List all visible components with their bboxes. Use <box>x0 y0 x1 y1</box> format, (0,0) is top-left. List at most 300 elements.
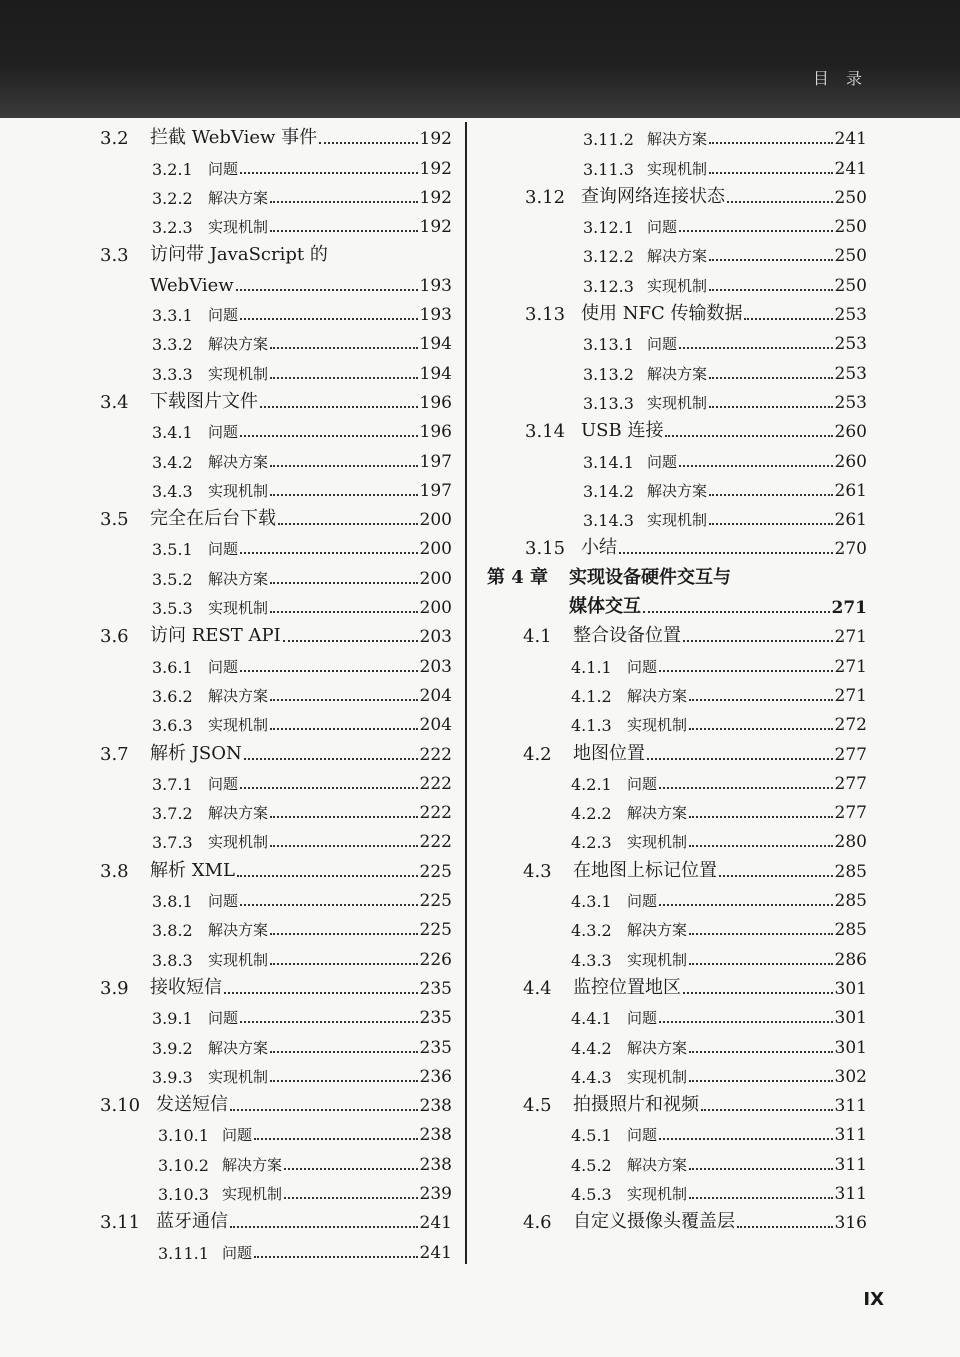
toc-entry <box>100 208 452 237</box>
entry-title: 整合设备位置 <box>573 625 681 647</box>
dot-leader <box>689 816 833 818</box>
entry-number: 3.14.2 <box>583 481 634 501</box>
entry-number: 3.10.1 <box>158 1126 209 1146</box>
entry-title: 实现机制 <box>222 1184 283 1203</box>
dot-leader <box>270 201 418 203</box>
toc-entry <box>487 354 867 383</box>
toc-entry <box>100 266 452 295</box>
entry-title: 实现机制 <box>208 716 269 735</box>
entry-page-number: 241 <box>834 129 867 150</box>
entry-page-number: 301 <box>834 1037 867 1058</box>
toc-entry <box>100 765 452 794</box>
toc-entry <box>487 501 867 530</box>
entry-title: 解决方案 <box>222 1155 283 1174</box>
entry-number: 3.10 <box>100 1095 141 1117</box>
entry-page-number: 225 <box>419 920 452 941</box>
entry-page-number: 192 <box>419 158 452 179</box>
entry-page-number: 235 <box>419 1037 452 1058</box>
entry-title: 问题 <box>627 892 658 911</box>
toc-entry <box>100 442 452 471</box>
dot-leader <box>659 670 833 672</box>
toc-left-column <box>100 120 452 1263</box>
entry-number: 3.10.3 <box>158 1184 209 1204</box>
toc-entry <box>100 647 452 676</box>
dot-leader <box>254 1256 418 1258</box>
entry-number: 3.4.1 <box>152 423 193 443</box>
dot-leader <box>701 1109 833 1111</box>
entry-title: 实现机制 <box>208 950 269 969</box>
entry-title: 问题 <box>627 657 658 676</box>
entry-number: 3.12.2 <box>583 247 634 267</box>
entry-page-number: 253 <box>834 334 867 355</box>
toc-entry <box>100 472 452 501</box>
toc-entry <box>100 501 452 530</box>
entry-title: 问题 <box>627 1126 658 1145</box>
entry-title: WebView <box>150 274 234 296</box>
entry-title: 实现机制 <box>627 1184 688 1203</box>
entry-number: 4.4 <box>523 977 552 999</box>
dot-leader <box>237 875 418 877</box>
dot-leader <box>240 1021 418 1023</box>
entry-page-number: 194 <box>419 334 452 355</box>
entry-page-number: 250 <box>834 217 867 238</box>
entry-number: 4.2.2 <box>571 804 612 824</box>
dot-leader <box>744 318 832 320</box>
entry-page-number: 302 <box>834 1066 867 1087</box>
entry-number: 3.11.1 <box>158 1243 209 1263</box>
entry-number: 3.14.1 <box>583 452 634 472</box>
entry-page-number: 222 <box>419 803 452 824</box>
toc-entry <box>487 1204 867 1233</box>
entry-title: 发送短信 <box>156 1094 228 1116</box>
entry-number: 4.3.3 <box>571 950 612 970</box>
toc-entry <box>100 1233 452 1262</box>
entry-page-number: 250 <box>834 246 867 267</box>
toc-entry <box>100 940 452 969</box>
entry-title: 解决方案 <box>208 569 269 588</box>
dot-leader <box>240 552 418 554</box>
entry-number: 3.8.2 <box>152 921 193 941</box>
toc-entry <box>100 852 452 881</box>
entry-title: 问题 <box>627 774 658 793</box>
toc-entry <box>487 559 867 588</box>
entry-number: 3.8.3 <box>152 950 193 970</box>
toc-entry <box>487 472 867 501</box>
dot-leader <box>709 377 833 379</box>
dot-leader <box>319 142 417 144</box>
entry-page-number: 286 <box>834 949 867 970</box>
toc-entry <box>100 618 452 647</box>
toc-entry <box>487 237 867 266</box>
page-number: IX <box>863 1289 884 1310</box>
dot-leader <box>284 1197 418 1199</box>
entry-page-number: 272 <box>834 715 867 736</box>
entry-title: 访问 REST API <box>150 625 281 647</box>
toc-entry <box>100 1058 452 1087</box>
entry-title: 实现机制 <box>208 599 269 618</box>
entry-number: 3.12 <box>525 186 566 208</box>
entry-title: 媒体交互 <box>569 596 641 618</box>
toc-entry <box>487 794 867 823</box>
toc-entry <box>487 1028 867 1057</box>
toc-entry <box>100 1145 452 1174</box>
toc-entry <box>487 589 867 618</box>
entry-title: 解决方案 <box>208 335 269 354</box>
entry-page-number: 197 <box>419 480 452 501</box>
entry-title: 实现机制 <box>647 159 708 178</box>
toc-entry <box>487 706 867 735</box>
entry-number: 4.2 <box>523 743 552 765</box>
entry-number: 3.3.2 <box>152 335 193 355</box>
entry-title: 问题 <box>208 306 239 325</box>
entry-title: 问题 <box>208 423 239 442</box>
entry-title: 小结 <box>581 537 617 559</box>
toc-entry <box>487 1145 867 1174</box>
entry-title: 完全在后台下载 <box>150 508 276 530</box>
dot-leader <box>679 230 833 232</box>
entry-page-number: 277 <box>834 803 867 824</box>
entry-number: 3.13.3 <box>583 393 634 413</box>
dot-leader <box>709 142 833 144</box>
entry-page-number: 238 <box>419 1096 452 1117</box>
toc-entry <box>487 647 867 676</box>
entry-number: 3.2 <box>100 128 129 150</box>
entry-page-number: 203 <box>419 627 452 648</box>
entry-number: 3.9.1 <box>152 1009 193 1029</box>
dot-leader <box>270 494 418 496</box>
dot-leader <box>240 904 418 906</box>
entry-title: 问题 <box>647 335 678 354</box>
toc-entry <box>100 237 452 266</box>
entry-page-number: 193 <box>419 275 452 296</box>
entry-number: 3.8.1 <box>152 892 193 912</box>
toc-entry <box>100 589 452 618</box>
entry-page-number: 250 <box>834 187 867 208</box>
entry-page-number: 253 <box>834 363 867 384</box>
dot-leader <box>270 611 418 613</box>
entry-number: 4.5.2 <box>571 1155 612 1175</box>
dot-leader <box>709 259 833 261</box>
dot-leader <box>679 465 833 467</box>
entry-title: 查询网络连接状态 <box>581 185 725 207</box>
toc-entry <box>100 1028 452 1057</box>
entry-number: 3.5 <box>100 509 129 531</box>
entry-title: 解决方案 <box>647 481 708 500</box>
entry-number: 3.13 <box>525 304 566 326</box>
entry-title: 拍摄照片和视频 <box>573 1094 699 1116</box>
entry-page-number: 200 <box>419 539 452 560</box>
dot-leader <box>647 758 833 760</box>
entry-number: 3.12.3 <box>583 276 634 296</box>
dot-leader <box>270 963 418 965</box>
entry-title: 问题 <box>208 159 239 178</box>
entry-title: 下载图片文件 <box>150 390 258 412</box>
dot-leader <box>659 1021 833 1023</box>
entry-title: 问题 <box>222 1126 253 1145</box>
entry-page-number: 270 <box>834 539 867 560</box>
dot-leader <box>224 992 418 994</box>
entry-page-number: 204 <box>419 715 452 736</box>
entry-number: 3.14 <box>525 421 566 443</box>
entry-page-number: 311 <box>834 1125 867 1146</box>
entry-page-number: 196 <box>419 422 452 443</box>
entry-number: 3.11 <box>100 1212 141 1234</box>
entry-title: 解决方案 <box>647 247 708 266</box>
entry-title: 实现机制 <box>208 833 269 852</box>
toc-entry <box>100 882 452 911</box>
dot-leader <box>270 845 418 847</box>
entry-page-number: 271 <box>834 656 867 677</box>
entry-page-number: 197 <box>419 451 452 472</box>
entry-page-number: 316 <box>834 1213 867 1234</box>
entry-page-number: 301 <box>834 978 867 999</box>
entry-number: 3.11.2 <box>583 130 634 150</box>
entry-number: 3.2.3 <box>152 218 193 238</box>
dot-leader <box>709 406 833 408</box>
entry-title: 使用 NFC 传输数据 <box>581 303 743 325</box>
entry-title: 问题 <box>208 1009 239 1028</box>
entry-title: 解析 JSON <box>150 742 242 764</box>
entry-page-number: 204 <box>419 685 452 706</box>
dot-leader <box>284 1168 418 1170</box>
entry-number: 3.6.1 <box>152 657 193 677</box>
entry-number: 4.5 <box>523 1095 552 1117</box>
dot-leader <box>270 582 418 584</box>
entry-page-number: 253 <box>834 305 867 326</box>
toc-entry <box>100 384 452 413</box>
toc-entry <box>100 794 452 823</box>
toc-entry <box>487 940 867 969</box>
dot-leader <box>689 963 833 965</box>
entry-page-number: 192 <box>419 129 452 150</box>
dot-leader <box>689 699 833 701</box>
entry-page-number: 235 <box>419 1008 452 1029</box>
entry-page-number: 301 <box>834 1008 867 1029</box>
entry-page-number: 241 <box>419 1213 452 1234</box>
entry-title: 解决方案 <box>208 804 269 823</box>
dot-leader <box>240 670 418 672</box>
entry-page-number: 238 <box>419 1125 452 1146</box>
entry-title: 实现机制 <box>208 218 269 237</box>
entry-page-number: 241 <box>834 158 867 179</box>
entry-title: 实现机制 <box>647 276 708 295</box>
entry-page-number: 261 <box>834 510 867 531</box>
toc-entry <box>100 677 452 706</box>
dot-leader <box>719 875 833 877</box>
header-title: 目 录 <box>812 69 868 88</box>
entry-title: 解决方案 <box>627 1155 688 1174</box>
toc-entry <box>100 559 452 588</box>
toc-entry <box>487 1087 867 1116</box>
entry-number: 3.10.2 <box>158 1155 209 1175</box>
toc-entry <box>100 325 452 354</box>
entry-page-number: 194 <box>419 363 452 384</box>
column-divider <box>465 122 467 1264</box>
entry-title: 访问带 JavaScript 的 <box>150 244 328 266</box>
entry-page-number: 222 <box>419 773 452 794</box>
dot-leader <box>240 318 418 320</box>
entry-page-number: 241 <box>419 1242 452 1263</box>
entry-page-number: 261 <box>834 480 867 501</box>
toc-entry <box>487 120 867 149</box>
dot-leader <box>240 172 418 174</box>
entry-page-number: 203 <box>419 656 452 677</box>
toc-entry <box>487 677 867 706</box>
dot-leader <box>659 904 833 906</box>
entry-number: 4.4.3 <box>571 1067 612 1087</box>
dot-leader <box>270 1080 418 1082</box>
entry-page-number: 196 <box>419 392 452 413</box>
toc-entry <box>487 765 867 794</box>
entry-number: 3.15 <box>525 538 566 560</box>
dot-leader <box>737 1226 833 1228</box>
dot-leader <box>278 523 418 525</box>
entry-page-number: 311 <box>834 1183 867 1204</box>
entry-number: 4.3 <box>523 860 552 882</box>
entry-title: 解决方案 <box>647 130 708 149</box>
entry-page-number: 253 <box>834 392 867 413</box>
entry-title: 问题 <box>222 1243 253 1262</box>
entry-title: 问题 <box>208 657 239 676</box>
entry-number: 3.12.1 <box>583 218 634 238</box>
entry-page-number: 311 <box>834 1154 867 1175</box>
entry-page-number: 277 <box>834 744 867 765</box>
dot-leader <box>727 201 833 203</box>
entry-number: 3.13.2 <box>583 364 634 384</box>
entry-title: USB 连接 <box>581 420 664 442</box>
toc-entry <box>100 149 452 178</box>
toc-entry <box>487 208 867 237</box>
entry-page-number: 250 <box>834 275 867 296</box>
dot-leader <box>679 347 833 349</box>
entry-title: 问题 <box>208 540 239 559</box>
dot-leader <box>619 552 833 554</box>
toc-entry <box>100 354 452 383</box>
entry-number: 4.2.1 <box>571 774 612 794</box>
entry-title: 解决方案 <box>627 804 688 823</box>
dot-leader <box>270 933 418 935</box>
entry-number: 3.4.2 <box>152 452 193 472</box>
entry-number: 3.9 <box>100 977 129 999</box>
entry-title: 地图位置 <box>573 742 645 764</box>
toc-entry <box>487 179 867 208</box>
entry-title: 解决方案 <box>627 1038 688 1057</box>
entry-title: 问题 <box>647 218 678 237</box>
entry-number: 4.3.2 <box>571 921 612 941</box>
toc-entry <box>487 1116 867 1145</box>
dot-leader <box>270 728 418 730</box>
entry-page-number: 236 <box>419 1066 452 1087</box>
entry-page-number: 260 <box>834 451 867 472</box>
entry-title: 实现机制 <box>627 1067 688 1086</box>
entry-number: 第 4 章 <box>487 566 549 588</box>
entry-title: 实现机制 <box>627 833 688 852</box>
dot-leader <box>230 1109 418 1111</box>
entry-number: 4.1.3 <box>571 716 612 736</box>
entry-page-number: 271 <box>831 598 867 619</box>
toc-entry <box>487 442 867 471</box>
entry-page-number: 222 <box>419 832 452 853</box>
entry-page-number: 192 <box>419 217 452 238</box>
toc-entry <box>487 149 867 178</box>
entry-page-number: 200 <box>419 598 452 619</box>
entry-page-number: 285 <box>834 891 867 912</box>
entry-number: 3.5.1 <box>152 540 193 560</box>
entry-title: 解决方案 <box>208 1038 269 1057</box>
entry-page-number: 192 <box>419 187 452 208</box>
toc-entry <box>100 1175 452 1204</box>
dot-leader <box>689 728 833 730</box>
dot-leader <box>270 1051 418 1053</box>
entry-number: 3.2.1 <box>152 159 193 179</box>
entry-page-number: 200 <box>419 510 452 531</box>
entry-number: 3.3.1 <box>152 306 193 326</box>
entry-title: 实现机制 <box>208 1067 269 1086</box>
entry-number: 4.1.1 <box>571 657 612 677</box>
entry-page-number: 311 <box>834 1096 867 1117</box>
dot-leader <box>283 640 418 642</box>
dot-leader <box>683 992 833 994</box>
entry-title: 问题 <box>647 452 678 471</box>
entry-title: 拦截 WebView 事件 <box>150 127 318 149</box>
dot-leader <box>244 758 418 760</box>
entry-number: 4.2.3 <box>571 833 612 853</box>
entry-number: 4.3.1 <box>571 892 612 912</box>
entry-page-number: 200 <box>419 568 452 589</box>
entry-number: 3.7.2 <box>152 804 193 824</box>
dot-leader <box>254 1138 418 1140</box>
dot-leader <box>689 1197 833 1199</box>
entry-page-number: 222 <box>419 744 452 765</box>
toc-entry <box>100 911 452 940</box>
toc-entry <box>100 120 452 149</box>
entry-number: 3.7.3 <box>152 833 193 853</box>
dot-leader <box>270 699 418 701</box>
dot-leader <box>709 494 833 496</box>
entry-page-number: 225 <box>419 861 452 882</box>
toc-entry <box>487 823 867 852</box>
entry-number: 3.14.3 <box>583 511 634 531</box>
toc-entry <box>487 735 867 764</box>
dot-leader <box>270 230 418 232</box>
entry-title: 实现机制 <box>627 950 688 969</box>
toc-entry <box>487 384 867 413</box>
entry-number: 3.3 <box>100 245 129 267</box>
entry-number: 3.6.2 <box>152 686 193 706</box>
toc-entry <box>487 1175 867 1204</box>
entry-number: 3.11.3 <box>583 159 634 179</box>
toc-entry <box>100 179 452 208</box>
toc-entry <box>100 296 452 325</box>
entry-number: 3.4.3 <box>152 481 193 501</box>
entry-page-number: 271 <box>834 627 867 648</box>
entry-title: 解析 XML <box>150 859 235 881</box>
dot-leader <box>643 611 830 613</box>
toc-entry <box>487 325 867 354</box>
entry-page-number: 277 <box>834 773 867 794</box>
entry-page-number: 238 <box>419 1154 452 1175</box>
dot-leader <box>709 289 833 291</box>
dot-leader <box>270 816 418 818</box>
dot-leader <box>665 435 832 437</box>
dot-leader <box>689 845 833 847</box>
entry-number: 3.7 <box>100 743 129 765</box>
toc-entry <box>487 413 867 442</box>
toc-right-column <box>487 120 867 1233</box>
dot-leader <box>236 289 418 291</box>
entry-number: 3.5.3 <box>152 599 193 619</box>
entry-number: 3.7.1 <box>152 774 193 794</box>
